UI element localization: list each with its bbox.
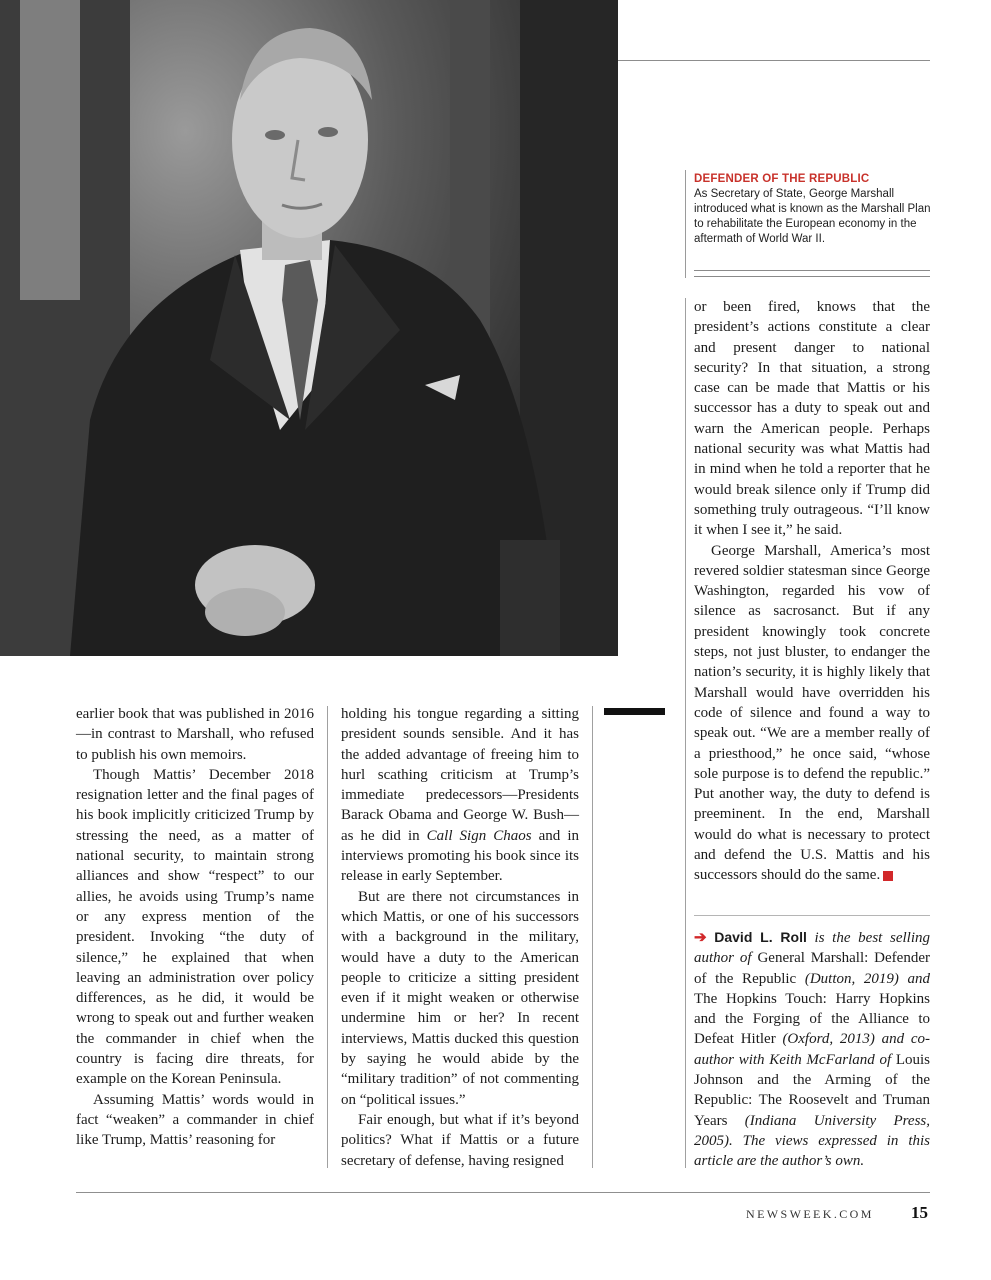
caption-double-rule [694, 270, 930, 277]
text-run: (Indiana University Press, 2005). The views expressed in this article are the author’s own. [694, 1112, 930, 1170]
page-number: 15 [911, 1203, 928, 1222]
paragraph: earlier book that was published in 2016—in contrast to Marshall, who refused to publish his own memoirs. [76, 706, 314, 763]
text-run: (Dutton, 2019) and [796, 970, 930, 987]
text-run: and in interviews promoting his book since its release in early September. [341, 827, 579, 885]
article-column-2 [341, 704, 579, 1171]
paragraph: Fair enough, but what if it’s beyond politics? What if Mattis or a future secretary of defense, having resigned [341, 1111, 579, 1169]
text-run: is the best selling author of [694, 930, 930, 967]
paragraph: Though Mattis’ December 2018 resignation letter and the final pages of his book implicitly criticized Trump by stressing the need, as a matter of national security, to maintain strong alliances and show “respect” to our allies, he avoids using Trump’s name or any express mention of the president. Invoking “the duty of silence,” he explained that when leaving an administration over policy differences, as he did, it would be wrong to speak out and further weaken the commander in chief when the country is facing dire threats, for example on the Korean Peninsula. [76, 766, 314, 1088]
photo-caption [694, 172, 939, 247]
paragraph: Assuming Mattis’ words would in fact “weaken” a commander in chief like Trump, Mattis’ reasoning for [76, 1091, 314, 1149]
caption-text: As Secretary of State, George Marshall introduced what is known as the Marshall Plan to rehabilitate the European economy in the aftermath of World War II. [694, 188, 931, 245]
column-divider [685, 298, 686, 1168]
portrait-photo [0, 0, 618, 656]
book-title: Louis Johnson and the Arming of the Republic: The Roosevelt and Truman Years [694, 1051, 930, 1129]
paragraph: But are there not circumstances in which Mattis, or one of his successors with a background in the military, would have a duty to the American people to criticize a sitting president even if it might weaken or otherwise undermine him or her? In recent interviews, Mattis ducked this question by saying he would abide by the “military tradition” of not commenting on “political issues.” [341, 888, 579, 1108]
section-marker-bar [604, 708, 665, 715]
column-divider [592, 706, 593, 1168]
paragraph [341, 704, 579, 887]
column-divider [327, 706, 328, 1168]
text-run: George Marshall, America’s most revered soldier statesman since George Washington, regarded his vow of silence as sacrosanct. But if any president knowingly took concrete steps, not just bluster, to endanger the nation’s security, it is highly likely that Marshall would have overridden his code of silence and found a way to speak out. “We are a member really of a priesthood,” he once said, “whose sole purpose is to defend the republic.” Put another way, the duty to defend is preeminent. In the end, Marshall would do what is necessary to protect and defend the U.S. Mattis and his successors should do the same. [694, 542, 930, 884]
top-rule [618, 60, 930, 61]
book-title: The Hopkins Touch: Harry Hopkins and the Forging of the Alliance to Defeat Hitler [694, 990, 930, 1048]
article-column-3 [694, 297, 930, 886]
text-run: (Oxford, 2013) and co-author with Keith McFarland of [694, 1031, 930, 1068]
bio-rule [694, 915, 930, 916]
portrait-illustration [0, 0, 618, 656]
article-column-1 [76, 704, 314, 1151]
end-mark-icon: N [883, 871, 893, 881]
book-title: Call Sign Chaos [426, 827, 532, 844]
author-name: David L. Roll [714, 929, 807, 945]
footer-rule [76, 1192, 930, 1193]
footer-site[interactable]: NEWSWEEK.COM [746, 1207, 874, 1221]
caption-divider [685, 170, 686, 278]
arrow-icon: ➔ [694, 929, 707, 946]
caption-heading: DEFENDER OF THE REPUBLIC [694, 173, 870, 185]
text-run: holding his tongue regarding a sitting president sounds sensible. And it has the added advantage of freeing him to hurl scathing criticism at Trump’s immediate predecessors—Presidents Barack Obama and George W. Bush—as he did in [341, 706, 579, 844]
book-title: General Marshall: Defender of the Republic [694, 950, 930, 987]
paragraph: or been fired, knows that the president’s actions constitute a clear and present danger to national security? In that situation, a strong case can be made that Mattis or his successor has a duty to speak out and warn the American people. Perhaps national security was what Mattis had in mind when he told a reporter that he would break silence only if Trump did something truly outrageous. “I’ll know it when I see it,” he said. [694, 299, 930, 539]
paragraph [694, 541, 930, 886]
author-bio [694, 927, 930, 1172]
